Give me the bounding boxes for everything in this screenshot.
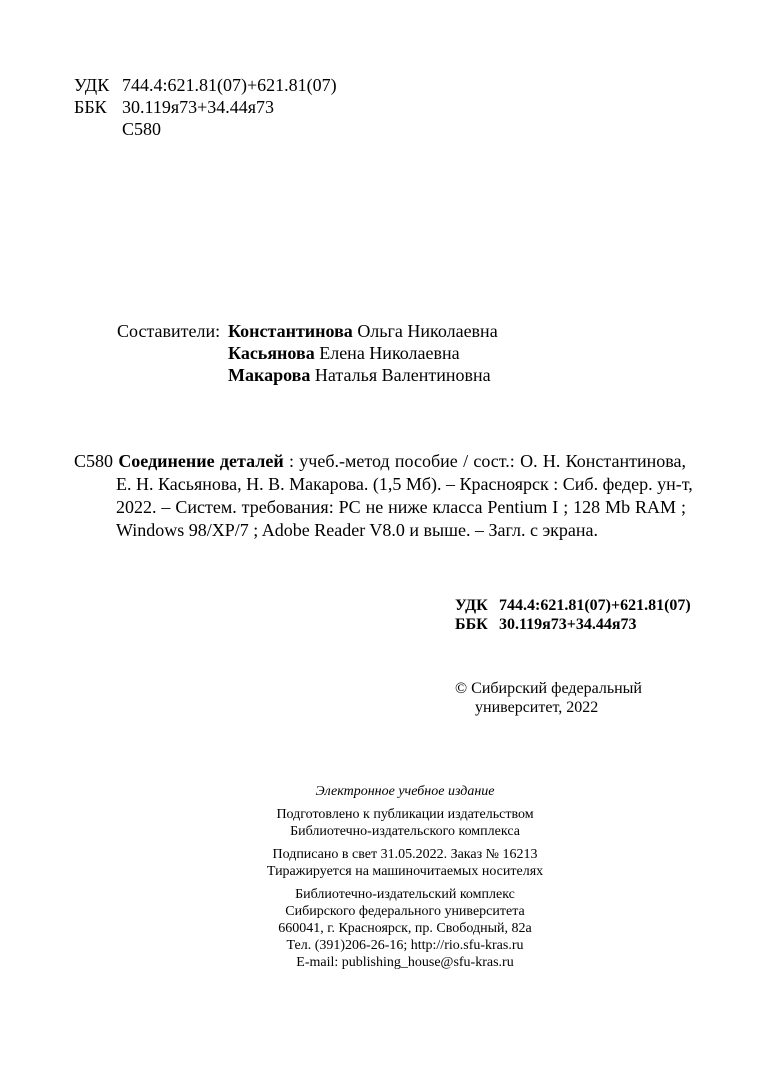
bib-line-4: Windows 98/XP/7 ; Adobe Reader V8.0 и выше. – Загл. с экрана. bbox=[116, 520, 599, 540]
bib-line-2: Е. Н. Касьянова, Н. В. Макарова. (1,5 Мб). – Красноярск : Сиб. федер. ун-т, bbox=[116, 474, 693, 494]
compiler-1 bbox=[228, 320, 498, 342]
bibliographic-entry bbox=[74, 450, 693, 542]
publisher-phone: Тел. (391)206-26-16; http://rio.sfu-kras.ru bbox=[286, 938, 524, 953]
udk-value: 744.4:621.81(07)+621.81(07) bbox=[122, 75, 337, 95]
bbk-label: ББК bbox=[74, 97, 107, 117]
compiler-3-surname: Макарова bbox=[228, 365, 311, 385]
bib-line-3: 2022. – Систем. требования: PC не ниже класса Pentium I ; 128 Mb RAM ; bbox=[116, 497, 686, 517]
imprint-publisher bbox=[200, 886, 610, 971]
bib-line-1-rest: : учеб.-метод пособие / сост.: О. Н. Константинова, bbox=[283, 451, 686, 471]
publisher-address: 660041, г. Красноярск, пр. Свободный, 82а bbox=[278, 921, 532, 936]
bib-mark: С580 bbox=[74, 451, 114, 471]
udk-label: УДК bbox=[74, 75, 110, 95]
compiler-1-surname: Константинова bbox=[228, 321, 353, 341]
bbk-value: 30.119я73+34.44я73 bbox=[122, 97, 275, 117]
compiler-2-name: Елена Николаевна bbox=[319, 343, 460, 363]
imprint-prepared bbox=[200, 806, 610, 840]
compiler-3-name: Наталья Валентиновна bbox=[314, 365, 491, 385]
compilers-label: Составители: bbox=[117, 321, 221, 341]
compiler-1-name: Ольга Николаевна bbox=[357, 321, 498, 341]
distribution-line: Тиражируется на машиночитаемых носителях bbox=[266, 864, 544, 879]
bbk-row bbox=[74, 96, 274, 118]
bib-title: Соединение деталей bbox=[118, 451, 284, 471]
copyright-line-1: © Сибирский федеральный bbox=[455, 680, 642, 697]
author-mark: С580 bbox=[122, 119, 162, 139]
udk-repeat-value: 744.4:621.81(07)+621.81(07) bbox=[499, 597, 691, 614]
bib-line-1 bbox=[74, 450, 686, 473]
imprint-edition bbox=[200, 783, 610, 800]
bbk-repeat-row bbox=[455, 615, 637, 634]
udk-row bbox=[74, 74, 337, 96]
prepared-line-1: Подготовлено к публикации издательством bbox=[276, 807, 534, 822]
edition-type: Электронное учебное издание bbox=[315, 784, 495, 799]
prepared-line-2: Библиотечно-издательского комплекса bbox=[290, 824, 520, 839]
udk-repeat-label: УДК bbox=[455, 597, 488, 614]
imprint-signed bbox=[200, 846, 610, 880]
publisher-line-2: Сибирского федерального университета bbox=[285, 904, 525, 919]
copyright-line-2: университет, 2022 bbox=[475, 699, 599, 716]
publisher-line-1: Библиотечно-издательский комплекс bbox=[295, 887, 515, 902]
bbk-repeat-label: ББК bbox=[455, 616, 488, 633]
publisher-email: E-mail: publishing_house@sfu-kras.ru bbox=[296, 955, 514, 970]
compiler-2 bbox=[228, 342, 460, 364]
bbk-repeat-value: 30.119я73+34.44я73 bbox=[499, 616, 637, 633]
udk-repeat-row bbox=[455, 596, 691, 615]
compiler-3 bbox=[228, 364, 491, 386]
compiler-2-surname: Касьянова bbox=[228, 343, 315, 363]
signed-line: Подписано в свет 31.05.2022. Заказ № 16213 bbox=[272, 847, 538, 862]
